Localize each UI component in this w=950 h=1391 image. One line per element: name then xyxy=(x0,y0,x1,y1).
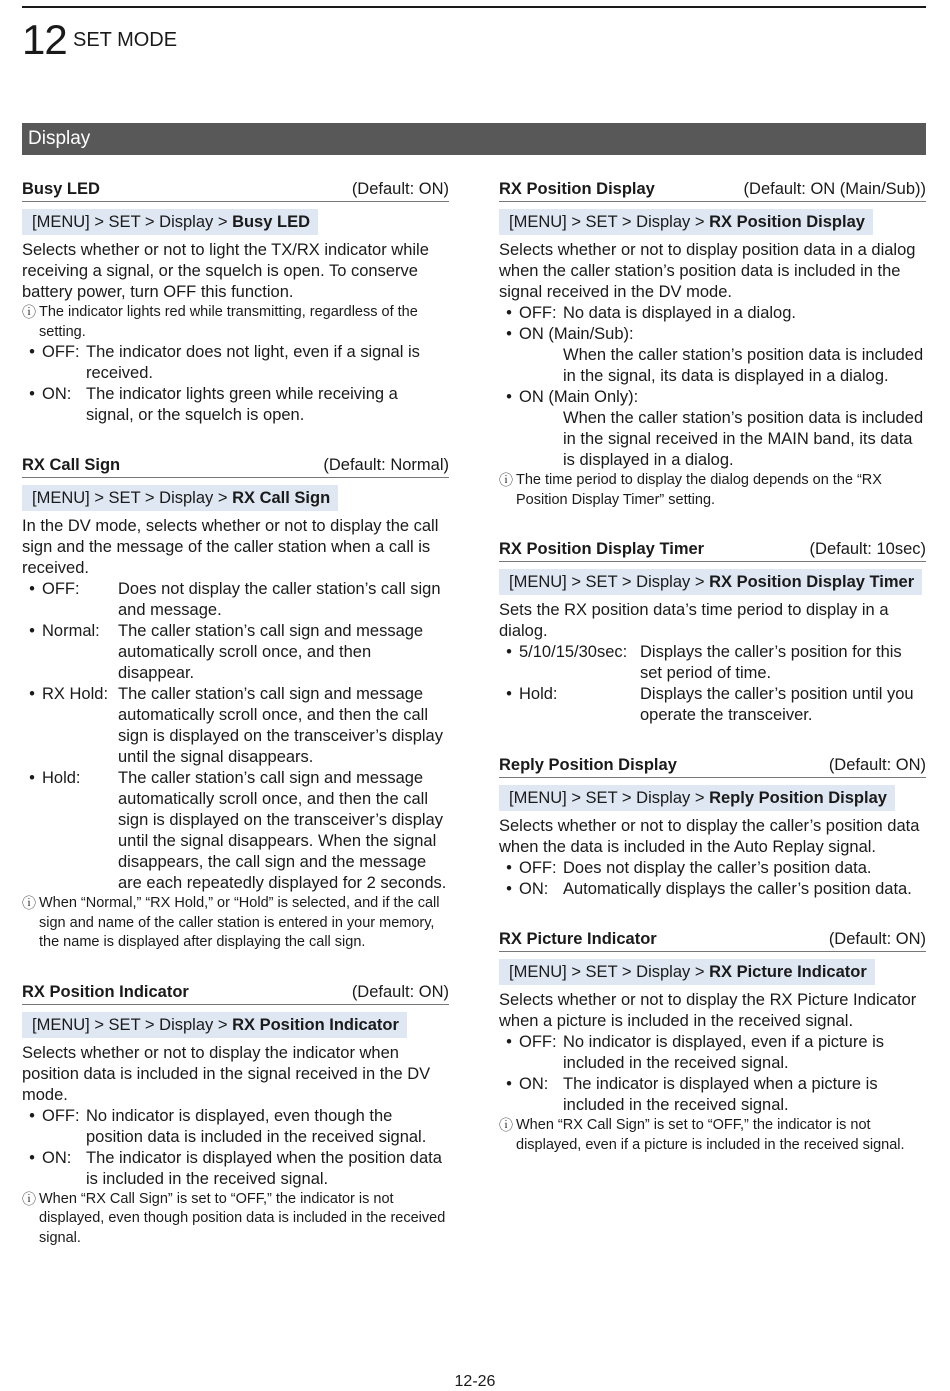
info-icon: ⓘ xyxy=(499,472,513,488)
menu-path-prefix: [MENU] > SET > Display > xyxy=(509,213,710,231)
bullet: • xyxy=(506,880,512,898)
section-header xyxy=(499,180,926,202)
option-text: No indicator is displayed, even if a picture is included in the received signal. xyxy=(563,1033,884,1072)
right-column xyxy=(499,180,926,1185)
option-label: OFF: xyxy=(519,1033,557,1051)
menu-path-prefix: [MENU] > SET > Display > xyxy=(32,213,233,231)
option-label: ON: xyxy=(42,385,72,403)
option-text: Displays the caller’s position until you operate the transceiver. xyxy=(640,685,914,724)
section-title: RX Position Display Timer xyxy=(499,540,705,558)
section-description: Sets the RX position data’s time period to display in a dialog. xyxy=(499,601,889,640)
default-value: (Default: ON (Main/Sub)) xyxy=(743,180,926,198)
section-title: Reply Position Display xyxy=(499,756,677,774)
menu-path-prefix: [MENU] > SET > Display > xyxy=(32,489,233,507)
option-label: OFF: xyxy=(42,343,80,361)
bullet: • xyxy=(506,325,512,343)
option-item xyxy=(22,579,449,621)
option-item xyxy=(22,684,449,768)
section-header xyxy=(499,540,926,562)
default-value: (Default: ON) xyxy=(351,982,449,1001)
menu-path xyxy=(22,485,338,511)
note xyxy=(22,894,449,953)
section-header xyxy=(22,983,449,1005)
option-item xyxy=(499,858,926,879)
option-label: ON: xyxy=(42,1148,72,1167)
bullet: • xyxy=(506,643,512,661)
section-description: Selects whether or not to display position data in a dialog when the caller station’s position data is included in the signal received in the DV mode. xyxy=(499,241,916,301)
chapter-number: 12 xyxy=(22,16,67,63)
option-item xyxy=(499,324,926,387)
section-description: Selects whether or not to display the indicator when position data is included in the signal received in the DV mode. xyxy=(22,1043,431,1104)
option-label: Hold: xyxy=(519,685,558,703)
section-description: Selects whether or not to display the caller’s position data when the data is included in the Auto Replay signal. xyxy=(499,817,920,856)
option-item xyxy=(22,384,449,426)
bullet: • xyxy=(506,859,512,877)
option-text: When the caller station’s position data is included in the signal received in the MAIN band, its data is displayed in a dialog. xyxy=(563,409,924,469)
note xyxy=(499,1116,926,1155)
default-value: (Default: 10sec) xyxy=(809,540,926,558)
bullet: • xyxy=(29,580,35,598)
menu-path xyxy=(499,959,875,985)
option-item xyxy=(22,768,449,894)
bullet: • xyxy=(29,343,35,361)
option-label: ON (Main Only): xyxy=(519,388,639,406)
note-text: The time period to display the dialog depends on the “RX Position Display Timer” setting. xyxy=(516,472,882,508)
option-item xyxy=(499,387,926,471)
bullet: • xyxy=(29,622,35,640)
menu-path xyxy=(22,209,318,235)
left-column xyxy=(22,180,449,1278)
info-icon: ⓘ xyxy=(22,1190,36,1207)
bullet: • xyxy=(29,685,35,703)
menu-path-prefix: [MENU] > SET > Display > xyxy=(509,573,710,591)
top-rule xyxy=(22,6,926,8)
option-text: The caller station’s call sign and message automatically scroll once, and then the call sign is displayed on the transceiver’s display until the signal disappears. xyxy=(118,685,443,766)
section-description: Selects whether or not to light the TX/RX indicator while receiving a signal, or the squelch is open. To conserve battery power, turn OFF this function. xyxy=(22,241,429,301)
option-text: The indicator does not light, even if a signal is received. xyxy=(86,343,420,382)
bullet: • xyxy=(29,385,35,403)
note-text: When “Normal,” “RX Hold,” or “Hold” is selected, and if the call sign and name of the caller station is entered in your memory, the name is displayed after displaying the call sign. xyxy=(39,895,440,950)
option-text: Does not display the caller’s position data. xyxy=(563,859,872,877)
section-title: RX Position Indicator xyxy=(22,982,189,1001)
option-item xyxy=(499,303,926,324)
option-label: ON (Main/Sub): xyxy=(519,325,634,343)
option-text: Displays the caller’s position for this set period of time. xyxy=(640,643,902,682)
info-icon: ⓘ xyxy=(22,304,36,320)
option-item xyxy=(22,621,449,684)
section-rx-position-indicator xyxy=(22,983,449,1249)
section-header xyxy=(22,456,449,478)
option-item xyxy=(22,1148,449,1190)
option-text: No indicator is displayed, even though the position data is included in the received signal. xyxy=(86,1106,427,1146)
section-header xyxy=(499,930,926,952)
option-text: Automatically displays the caller’s position data. xyxy=(563,880,912,898)
section-header xyxy=(22,180,449,202)
option-label: OFF: xyxy=(519,304,557,322)
section-title: RX Position Display xyxy=(499,180,655,198)
menu-path xyxy=(499,785,895,811)
section-banner: Display xyxy=(22,123,926,155)
option-text: When the caller station’s position data is included in the signal, its data is displayed in a dialog. xyxy=(563,346,924,385)
section-title: Busy LED xyxy=(22,180,100,198)
bullet: • xyxy=(506,685,512,703)
option-label: RX Hold: xyxy=(42,685,109,703)
page-number: 12-26 xyxy=(454,1373,496,1390)
default-value: (Default: ON) xyxy=(351,180,449,198)
option-item xyxy=(499,1074,926,1116)
option-item xyxy=(499,642,926,684)
menu-path-prefix: [MENU] > SET > Display > xyxy=(509,963,710,981)
option-label: OFF: xyxy=(42,580,80,598)
option-label: OFF: xyxy=(42,1106,80,1125)
note-text: When “RX Call Sign” is set to “OFF,” the indicator is not displayed, even though position data is included in the received signal. xyxy=(39,1190,446,1246)
menu-path-prefix: [MENU] > SET > Display > xyxy=(32,1015,233,1034)
menu-path xyxy=(499,569,922,595)
note-text: When “RX Call Sign” is set to “OFF,” the indicator is not displayed, even if a picture is included in the received signal. xyxy=(516,1117,905,1153)
bullet: • xyxy=(506,388,512,406)
option-item xyxy=(499,879,926,900)
section-rx-picture-indicator xyxy=(499,930,926,1155)
option-label: 5/10/15/30sec: xyxy=(519,643,628,661)
menu-path xyxy=(499,209,873,235)
menu-path-item: RX Position Indicator xyxy=(232,1015,399,1034)
menu-path-item: Reply Position Display xyxy=(709,789,887,807)
info-icon: ⓘ xyxy=(22,895,36,911)
option-item xyxy=(22,342,449,384)
default-value: (Default: Normal) xyxy=(323,456,449,474)
bullet: • xyxy=(29,1148,35,1167)
menu-path-item: Busy LED xyxy=(232,213,310,231)
section-description: Selects whether or not to display the RX Picture Indicator when a picture is included in the received signal. xyxy=(499,991,917,1030)
section-title: RX Call Sign xyxy=(22,456,121,474)
menu-path-prefix: [MENU] > SET > Display > xyxy=(509,789,710,807)
section-title: RX Picture Indicator xyxy=(499,930,657,948)
option-label: ON: xyxy=(519,880,549,898)
option-label: ON: xyxy=(519,1075,549,1093)
option-text: The indicator lights green while receiving a signal, or the squelch is open. xyxy=(86,385,398,424)
option-text: The caller station’s call sign and message automatically scroll once, and then the call sign is displayed on the transceiver’s display until the signal disappears. When the signal disappears, the call sign and the message are each repeatedly displayed for 2 seconds. xyxy=(118,769,447,892)
default-value: (Default: ON) xyxy=(828,756,926,774)
option-label: Normal: xyxy=(42,622,100,640)
bullet: • xyxy=(29,769,35,787)
chapter-title: SET MODE xyxy=(73,29,178,51)
section-description: In the DV mode, selects whether or not to display the call sign and the message of the caller station when a call is received. xyxy=(22,517,439,577)
menu-path-item: RX Position Display Timer xyxy=(709,573,915,591)
option-text: Does not display the caller station’s call sign and message. xyxy=(118,580,441,619)
section-busy-led xyxy=(22,180,449,426)
section-rx-call-sign xyxy=(22,456,449,953)
bullet: • xyxy=(506,304,512,322)
info-icon: ⓘ xyxy=(499,1117,513,1133)
section-rx-position-display-timer xyxy=(499,540,926,726)
note xyxy=(499,471,926,510)
note xyxy=(22,1190,449,1249)
option-item xyxy=(499,684,926,726)
menu-path-item: RX Position Display xyxy=(709,213,865,231)
menu-path xyxy=(22,1012,407,1038)
menu-path-item: RX Call Sign xyxy=(232,489,331,507)
option-item xyxy=(499,1032,926,1074)
option-text: The indicator is displayed when the position data is included in the received signal. xyxy=(86,1148,442,1188)
option-item xyxy=(22,1106,449,1148)
section-rx-position-display xyxy=(499,180,926,510)
bullet: • xyxy=(506,1075,512,1093)
section-header xyxy=(499,756,926,778)
default-value: (Default: ON) xyxy=(828,930,926,948)
section-reply-position-display xyxy=(499,756,926,900)
bullet: • xyxy=(29,1106,35,1125)
option-label: OFF: xyxy=(519,859,557,877)
option-label: Hold: xyxy=(42,769,81,787)
note xyxy=(22,303,449,342)
option-text: No data is displayed in a dialog. xyxy=(563,304,796,322)
option-text: The indicator is displayed when a picture is included in the received signal. xyxy=(563,1075,878,1114)
option-text: The caller station’s call sign and message automatically scroll once, and then disappear. xyxy=(118,622,424,682)
bullet: • xyxy=(506,1033,512,1051)
menu-path-item: RX Picture Indicator xyxy=(709,963,867,981)
note-text: The indicator lights red while transmitting, regardless of the setting. xyxy=(39,304,418,340)
